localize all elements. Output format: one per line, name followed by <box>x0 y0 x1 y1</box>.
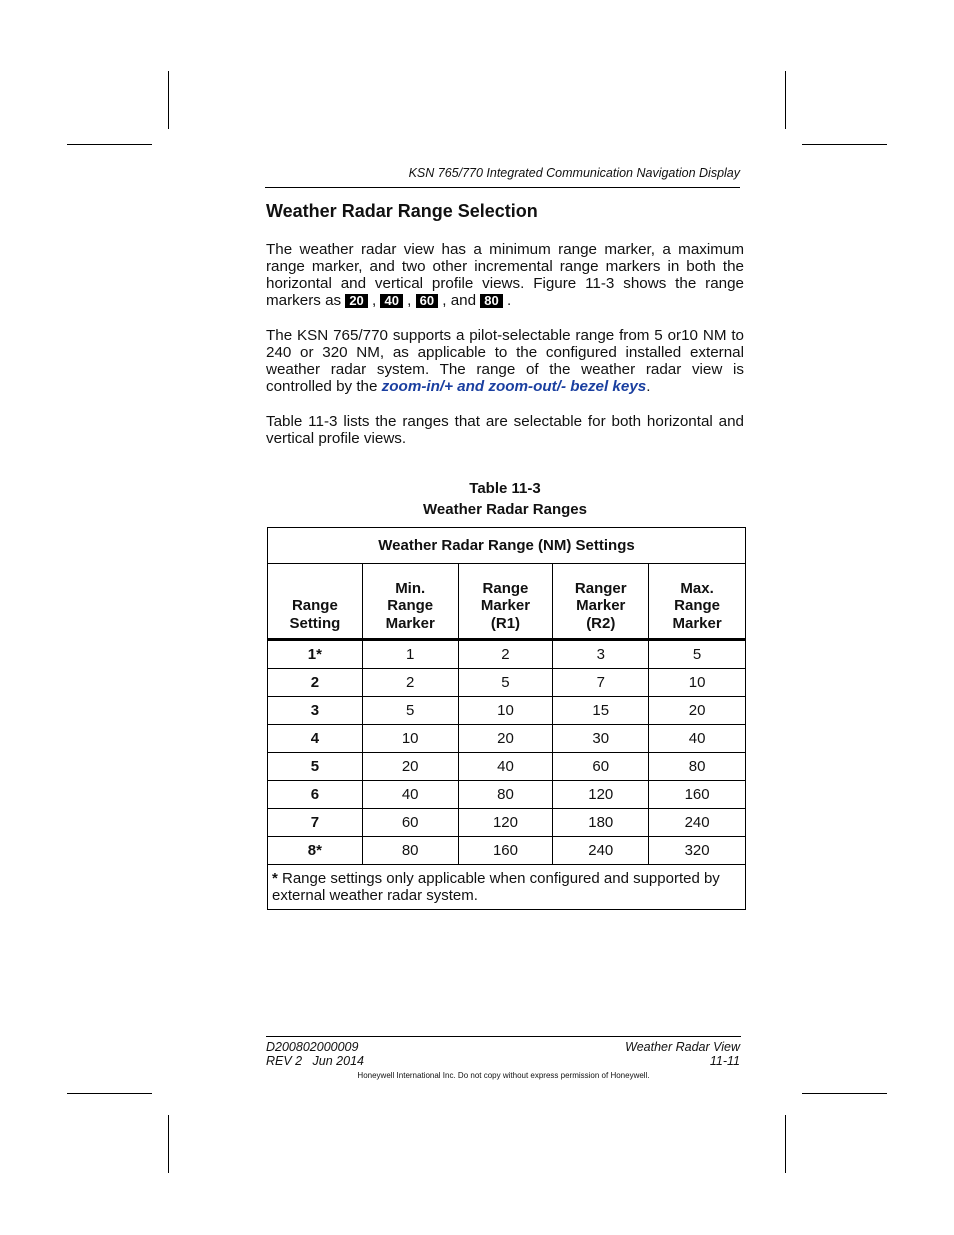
cell-r2: 3 <box>553 640 649 669</box>
cell-max-range: 20 <box>649 697 746 725</box>
cell-r2: 180 <box>553 809 649 837</box>
separator: , and <box>438 292 481 309</box>
weather-radar-ranges-table <box>267 527 746 910</box>
cell-r2: 30 <box>553 725 649 753</box>
range-marker-40: 40 <box>380 294 402 308</box>
column-header-range-marker-r1 <box>458 564 553 640</box>
cell-r1: 80 <box>458 781 553 809</box>
column-header-max-range-marker <box>649 564 746 640</box>
header-line: Ranger <box>574 579 627 597</box>
footnote-mark: * <box>272 870 278 887</box>
crop-mark-top-left-horizontal <box>67 144 152 145</box>
cell-range-setting: 6 <box>268 781 363 809</box>
cell-r1: 5 <box>458 669 553 697</box>
range-marker-80: 80 <box>480 294 502 308</box>
table-row <box>268 753 746 781</box>
footer-right <box>625 1040 740 1068</box>
cell-r1: 10 <box>458 697 553 725</box>
separator: , <box>367 292 381 309</box>
table-row <box>268 640 746 669</box>
cell-min-range: 80 <box>362 837 458 865</box>
paragraph-text: The weather radar view has a minimum range marker, a maximum range marker, and two other incremental range markers in both the horizontal and vertical profile views. Figure 11-3 shows the range markers as <box>266 241 744 309</box>
cell-min-range: 5 <box>362 697 458 725</box>
revision: REV 2 Jun 2014 <box>266 1054 364 1068</box>
header-line: (R2) <box>586 614 616 632</box>
table-caption-number: Table 11-3 <box>469 480 541 497</box>
cell-range-setting: 3 <box>268 697 363 725</box>
table-row <box>268 837 746 865</box>
paragraph-text-end: . <box>502 292 512 309</box>
cell-min-range: 40 <box>362 781 458 809</box>
paragraph-range-markers <box>266 241 744 309</box>
crop-mark-bottom-right-vertical <box>785 1115 786 1173</box>
cell-r2: 60 <box>553 753 649 781</box>
table-row <box>268 809 746 837</box>
header-line: Range <box>291 597 338 614</box>
header-line: Marker <box>672 614 722 632</box>
table-footnote <box>268 865 746 910</box>
crop-mark-top-right-horizontal <box>802 144 887 145</box>
cell-min-range: 2 <box>362 669 458 697</box>
crop-mark-top-left-vertical <box>168 71 169 129</box>
doc-number: D200802000009 <box>266 1040 359 1054</box>
cell-r1: 20 <box>458 725 553 753</box>
cell-range-setting: 5 <box>268 753 363 781</box>
cell-range-setting: 1* <box>268 640 363 669</box>
crop-mark-top-right-vertical <box>785 71 786 129</box>
paragraph-pilot-selectable-range <box>266 327 744 395</box>
range-marker-20: 20 <box>345 294 367 308</box>
header-line: Marker <box>576 597 626 614</box>
crop-mark-bottom-left-horizontal <box>67 1093 152 1094</box>
cell-max-range: 10 <box>649 669 746 697</box>
cell-range-setting: 4 <box>268 725 363 753</box>
footnote-text: Range settings only applicable when configured and supported by external weather radar system. <box>272 870 720 904</box>
cell-min-range: 1 <box>362 640 458 669</box>
header-line: Setting <box>289 614 341 632</box>
header-line: Range <box>674 597 720 614</box>
header-rule <box>265 187 740 188</box>
header-line: Marker <box>385 614 435 632</box>
cell-r1: 2 <box>458 640 553 669</box>
column-header-min-range-marker <box>362 564 458 640</box>
cell-range-setting: 2 <box>268 669 363 697</box>
header-line: Max. <box>680 579 714 597</box>
table-row <box>268 725 746 753</box>
section-title: Weather Radar Range Selection <box>266 201 538 221</box>
header-line: Range <box>482 579 529 597</box>
cell-range-setting: 7 <box>268 809 363 837</box>
cell-range-setting: 8* <box>268 837 363 865</box>
cell-r2: 120 <box>553 781 649 809</box>
crop-mark-bottom-right-horizontal <box>802 1093 887 1094</box>
header-line: Range <box>387 597 434 614</box>
paragraph-table-intro: Table 11-3 lists the ranges that are selectable for both horizontal and vertical profile views. <box>266 413 744 447</box>
cell-min-range: 60 <box>362 809 458 837</box>
cell-max-range: 320 <box>649 837 746 865</box>
column-header-range-setting <box>268 564 363 640</box>
page-number: 11-11 <box>709 1054 740 1068</box>
footer-section-name: Weather Radar View <box>625 1040 740 1054</box>
range-marker-60: 60 <box>416 294 438 308</box>
cell-r1: 160 <box>458 837 553 865</box>
cell-min-range: 10 <box>362 725 458 753</box>
header-line: Min. <box>395 579 426 597</box>
table-row <box>268 697 746 725</box>
crop-mark-bottom-left-vertical <box>168 1115 169 1173</box>
running-header: KSN 765/770 Integrated Communication Navigation Display <box>408 166 740 180</box>
cell-r2: 7 <box>553 669 649 697</box>
cell-max-range: 240 <box>649 809 746 837</box>
cell-max-range: 5 <box>649 640 746 669</box>
separator: , <box>402 292 416 309</box>
cell-max-range: 40 <box>649 725 746 753</box>
table-footnote-row <box>268 865 746 910</box>
cell-max-range: 80 <box>649 753 746 781</box>
cell-r2: 15 <box>553 697 649 725</box>
column-header-ranger-marker-r2 <box>553 564 649 640</box>
cell-r1: 40 <box>458 753 553 781</box>
cell-r2: 240 <box>553 837 649 865</box>
header-line: Marker <box>480 597 531 614</box>
copyright-notice: Honeywell International Inc. Do not copy without express permission of Honeywell. <box>357 1071 650 1080</box>
table-group-header: Weather Radar Range (NM) Settings <box>268 528 746 564</box>
header-line: (R1) <box>490 614 521 632</box>
table-row <box>268 669 746 697</box>
table-row <box>268 781 746 809</box>
cell-max-range: 160 <box>649 781 746 809</box>
footer-left <box>266 1040 364 1068</box>
footer-rule <box>266 1036 741 1037</box>
cell-min-range: 20 <box>362 753 458 781</box>
paragraph-text: The KSN 765/770 supports a pilot-selectable range from 5 or10 NM to 240 or 320 NM, as applicable to the configured installed external weather radar system. The range of the weather radar view is controlled by the <box>266 327 744 395</box>
zoom-bezel-keys-link[interactable]: zoom-in/+ and zoom-out/- bezel keys <box>381 378 647 395</box>
cell-r1: 120 <box>458 809 553 837</box>
table-caption-title: Weather Radar Ranges <box>423 501 587 518</box>
paragraph-text-end: . <box>646 378 651 395</box>
